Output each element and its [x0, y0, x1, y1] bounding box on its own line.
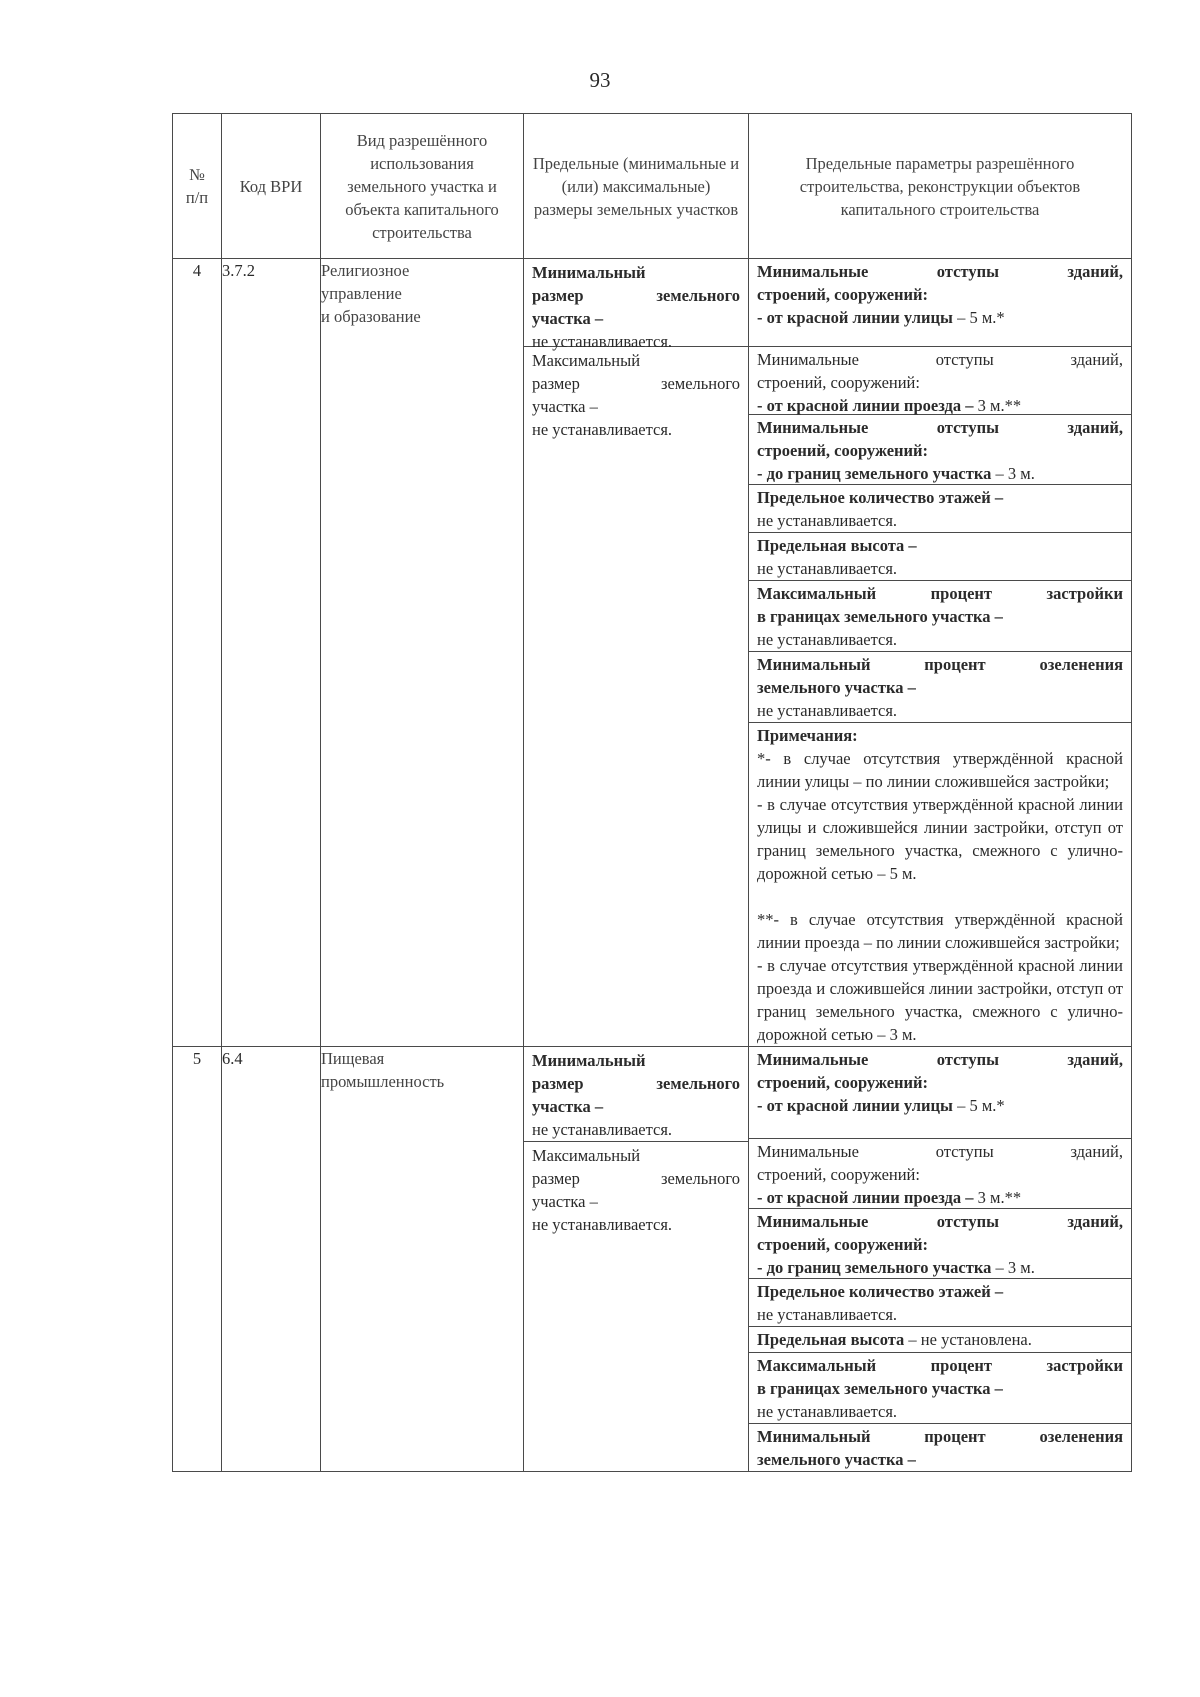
page-number: 93	[589, 68, 611, 92]
param-setback-boundary: Минимальные отступы зданий, строений, сооружений: - до границ земельного участка – 3 м.	[749, 1209, 1131, 1279]
param-height: Предельная высота – не устанавливается.	[749, 533, 1131, 581]
row-number: 5	[173, 1047, 222, 1472]
row-sizes	[524, 259, 749, 1047]
table-row	[173, 1047, 1132, 1472]
notes-block	[749, 723, 1131, 1046]
use-name-line: промышленность	[321, 1072, 445, 1091]
header-name: Вид разрешённого использования земельного участка и объекта капитального строительства	[321, 114, 524, 259]
row-use-name	[321, 1047, 524, 1472]
regulations-table-container	[172, 113, 1132, 1472]
use-name-line: и образование	[321, 307, 421, 326]
header-sizes: Предельные (минимальные и (или) максимальные) размеры земельных участков	[524, 114, 749, 259]
note-text: - в случае отсутствия утверждённой красной линии проезда и сложившейся линии застройки, отступ от границ земельного участка, смежного с улично-дорожной сетью – 3 м.	[757, 956, 1123, 1044]
header-params: Предельные параметры разрешённого строительства, реконструкции объектов капитального строительства	[749, 114, 1132, 259]
param-setback-street: Минимальные отступы зданий, строений, сооружений: - от красной линии улицы – 5 м.*	[749, 259, 1131, 347]
param-floors: Предельное количество этажей – не устанавливается.	[749, 1279, 1131, 1327]
size-max-block: Максимальный размер земельного участка – не устанавливается.	[532, 1146, 740, 1234]
table-header-row	[173, 114, 1132, 259]
size-min-block: Минимальный размер земельного участка – не устанавливается.	[524, 259, 748, 347]
use-name-line: управление	[321, 284, 402, 303]
param-green-percent: Минимальный процент озеленения земельного участка – не устанавливается.	[749, 652, 1131, 723]
row-params	[749, 259, 1132, 1047]
note-text: - в случае отсутствия утверждённой красной линии улицы и сложившейся линии застройки, отступ от границ земельного участка, смежного с улично-дорожной сетью – 5 м.	[757, 795, 1123, 883]
use-name-line: Пищевая	[321, 1049, 385, 1068]
param-setback-driveway: Минимальные отступы зданий, строений, сооружений: - от красной линии проезда – 3 м.**	[749, 1139, 1131, 1209]
param-green-percent: Минимальный процент озеленения земельного участка –	[757, 1427, 1124, 1469]
param-floors: Предельное количество этажей – не устанавливается.	[749, 485, 1131, 533]
note-text: **- в случае отсутствия утверждённой красной линии проезда – по линии сложившейся застройки;	[757, 910, 1123, 952]
row-use-name	[321, 259, 524, 1047]
param-build-percent: Максимальный процент застройки в границах земельного участка – не устанавливается.	[749, 1353, 1131, 1424]
regulations-table	[172, 113, 1132, 1472]
param-height: Предельная высота – не установлена.	[749, 1327, 1131, 1353]
use-name-line: Религиозное	[321, 261, 410, 280]
row-params	[749, 1047, 1132, 1472]
note-text: *- в случае отсутствия утверждённой красной линии улицы – по линии сложившейся застройки;	[757, 749, 1123, 791]
param-setback-boundary: Минимальные отступы зданий, строений, сооружений: - до границ земельного участка – 3 м.	[749, 415, 1131, 485]
header-code: Код ВРИ	[222, 114, 321, 259]
notes-title: Примечания:	[757, 726, 858, 745]
row-number: 4	[173, 259, 222, 1047]
param-build-percent: Максимальный процент застройки в границах земельного участка – не устанавливается.	[749, 581, 1131, 652]
row-code: 3.7.2	[222, 259, 321, 1047]
table-row	[173, 259, 1132, 1047]
param-setback-driveway: Минимальные отступы зданий, строений, сооружений: - от красной линии проезда – 3 м.**	[749, 347, 1131, 415]
row-sizes	[524, 1047, 749, 1472]
size-max-block: Максимальный размер земельного участка – не устанавливается.	[532, 351, 740, 439]
param-setback-street: Минимальные отступы зданий, строений, сооружений: - от красной линии улицы – 5 м.*	[749, 1047, 1131, 1139]
size-min-block: Минимальный размер земельного участка – не устанавливается.	[524, 1047, 748, 1142]
row-code: 6.4	[222, 1047, 321, 1472]
header-no: № п/п	[173, 114, 222, 259]
